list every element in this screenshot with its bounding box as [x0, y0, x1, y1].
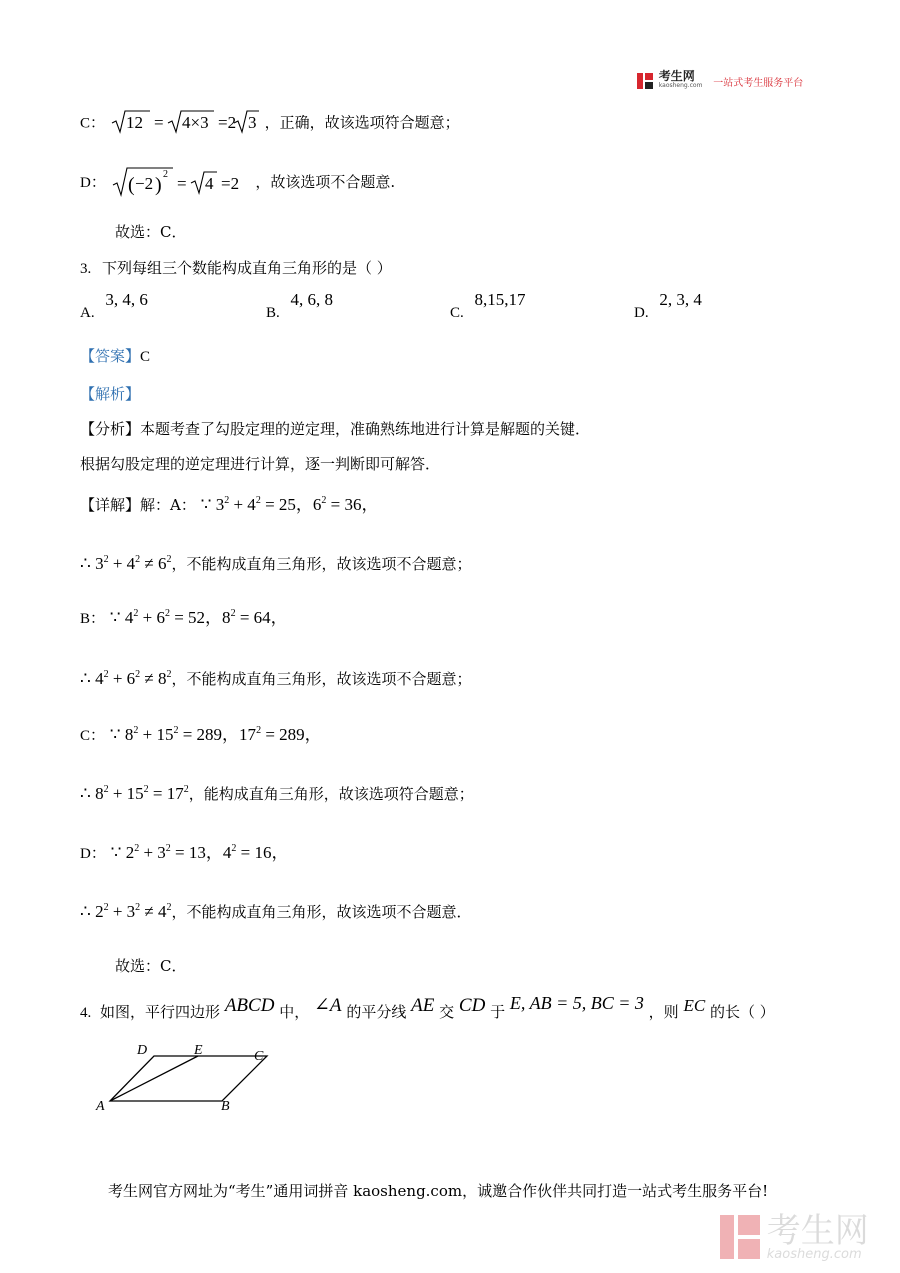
analysis-tag: 【解析】 [80, 385, 141, 403]
q3-answer [80, 345, 150, 366]
q4-stem-part6: ，则 [648, 1003, 679, 1021]
q3-option-b [266, 290, 333, 322]
detail-intro: 解：A： [140, 496, 196, 514]
q3-option-c [450, 290, 526, 322]
q4-figure [92, 1038, 282, 1120]
prev-c-text: ，正确，故该选项符合题意； [264, 113, 460, 132]
q4-number: 4. [80, 1005, 92, 1021]
q3-detail-c: C： ∵ $8^2 + 15^2 = 289$，$17^2 = 289$， [80, 725, 322, 744]
q4-cd: CD [458, 995, 486, 1016]
q3-therefore-d: ∴ $2^2 + 3^2 \ne 4^2$，不能构成直角三角形，故该选项不合题意． [80, 902, 472, 921]
q3-option-d [634, 290, 702, 322]
q3-option-b-letter: B. [266, 305, 280, 321]
svg-text:4: 4 [204, 174, 214, 193]
detail-tag: 【详解】 [80, 496, 141, 514]
prev-choose: 故选：C． [115, 223, 187, 241]
q4-condition: E, AB = 5, BC = 3 [509, 993, 644, 1013]
fenxi-tag: 【分析】 [80, 420, 141, 438]
q4-stem-part7: 的长（ ） [709, 1003, 775, 1021]
header-logo [636, 71, 803, 93]
q3-therefore-b: ∴ $4^2 + 6^2 \ne 8^2$，不能构成直角三角形，故该选项不合题意； [80, 669, 472, 688]
answer-tag: 【答案】 [80, 347, 141, 365]
svg-text:=: = [153, 113, 164, 132]
q4-abcd: ABCD [224, 995, 275, 1016]
svg-text:4×3: 4×3 [181, 113, 209, 132]
q3-fenxi [80, 418, 590, 439]
q4-ae: AE [411, 995, 435, 1016]
svg-text:=2: =2 [220, 174, 239, 193]
logo-name: 考生网 [658, 69, 695, 83]
therefore-a-text: ，不能构成直角三角形，故该选项不合题意； [171, 555, 472, 573]
figure-label-e: E [194, 1043, 203, 1058]
prev-d-label: D： [80, 175, 106, 191]
q3-detail-a [80, 490, 379, 515]
q4-angle: ∠A [314, 995, 342, 1016]
watermark-name: 考生网 [766, 1210, 869, 1251]
prev-c-expr [110, 108, 260, 139]
fenxi-text: 本题考查了勾股定理的逆定理，准确熟练地进行计算是解题的关键． [140, 420, 591, 438]
therefore-c-text: ，能构成直角三角形，故该选项符合题意； [188, 785, 474, 803]
figure-label-d: D [137, 1043, 148, 1058]
q3-method: 根据勾股定理的逆定理进行计算，逐一判断即可解答． [80, 455, 441, 473]
prev-d-expr [111, 165, 251, 201]
svg-text:12: 12 [125, 113, 143, 132]
b-label: B： [80, 611, 106, 627]
answer-value: C [140, 349, 151, 365]
svg-text:): ) [154, 174, 162, 196]
because-a: ∵ $3^2 + 4^2 = 25$，$6^2 = 36$， [200, 495, 379, 514]
q4-stem-part3: 的平分线 [346, 1003, 407, 1021]
svg-text:3: 3 [247, 113, 257, 132]
q3-detail-b: B： ∵ $4^2 + 6^2 = 52$，$8^2 = 64$， [80, 608, 288, 627]
q3-therefore-c: ∴ $8^2 + 15^2 = 17^2$，能构成直角三角形，故该选项符合题意； [80, 784, 474, 803]
svg-text:=2: =2 [217, 113, 236, 132]
prev-option-d [80, 165, 395, 201]
q3-option-b-value: 4, 6, 8 [290, 290, 334, 309]
q3-option-a [80, 290, 148, 322]
therefore-b-text: ，不能构成直角三角形，故该选项不合题意； [171, 670, 472, 688]
q3-stem: 下列每组三个数能构成直角三角形的是（ ） [102, 259, 392, 277]
q4-stem-part5: 于 [490, 1003, 506, 1021]
svg-text:2: 2 [162, 169, 168, 180]
q4-stem-part1: 如图，平行四边形 [100, 1003, 221, 1021]
svg-text:=: = [176, 174, 187, 193]
q3-stem-line [80, 257, 392, 278]
q4-stem-part2: 中， [279, 1003, 310, 1021]
watermark [718, 1210, 869, 1262]
prev-d-text: ，故该选项不合题意. [255, 173, 396, 191]
kaosheng-logo-icon [636, 72, 654, 90]
q4-stem-part4: 交 [439, 1003, 455, 1021]
svg-text:(: ( [127, 174, 135, 196]
watermark-domain: kaosheng.com [766, 1246, 862, 1262]
logo-domain: kaosheng.com [658, 82, 703, 89]
q3-therefore-a: ∴ $3^2 + 4^2 \ne 6^2$，不能构成直角三角形，故该选项不合题意； [80, 554, 472, 573]
figure-label-b: B [221, 1099, 230, 1114]
q3-detail-d: D： ∵ $2^2 + 3^2 = 13$，$4^2 = 16$， [80, 843, 289, 862]
svg-text:−2: −2 [134, 174, 153, 193]
prev-option-c [80, 108, 460, 139]
q4-stem [80, 993, 775, 1022]
figure-label-c: C [254, 1049, 264, 1064]
figure-label-a: A [96, 1099, 105, 1114]
q4-ec: EC [683, 996, 706, 1015]
c-label: C： [80, 728, 106, 744]
q3-option-c-value: 8,15,17 [474, 290, 526, 309]
footer-text: 考生网官方网址为“考生”通用词拼音 kaosheng.com，诚邀合作伙伴共同打造一站式考生服务平台! [108, 1182, 769, 1200]
q3-option-a-value: 3, 4, 6 [105, 290, 148, 309]
q3-choose: 故选：C． [115, 957, 187, 975]
logo-slogan: 一站式考生服务平台 [713, 77, 804, 89]
therefore-d-text: ，不能构成直角三角形，故该选项不合题意． [171, 903, 472, 921]
q3-option-a-letter: A. [80, 305, 95, 321]
q3-option-c-letter: C. [450, 305, 464, 321]
prev-c-label: C： [80, 115, 106, 132]
q3-number: 3. [80, 261, 92, 277]
watermark-logo-icon [718, 1213, 762, 1261]
q3-option-d-letter: D. [634, 305, 649, 321]
q3-option-d-value: 2, 3, 4 [659, 290, 702, 309]
d-label: D： [80, 846, 106, 862]
